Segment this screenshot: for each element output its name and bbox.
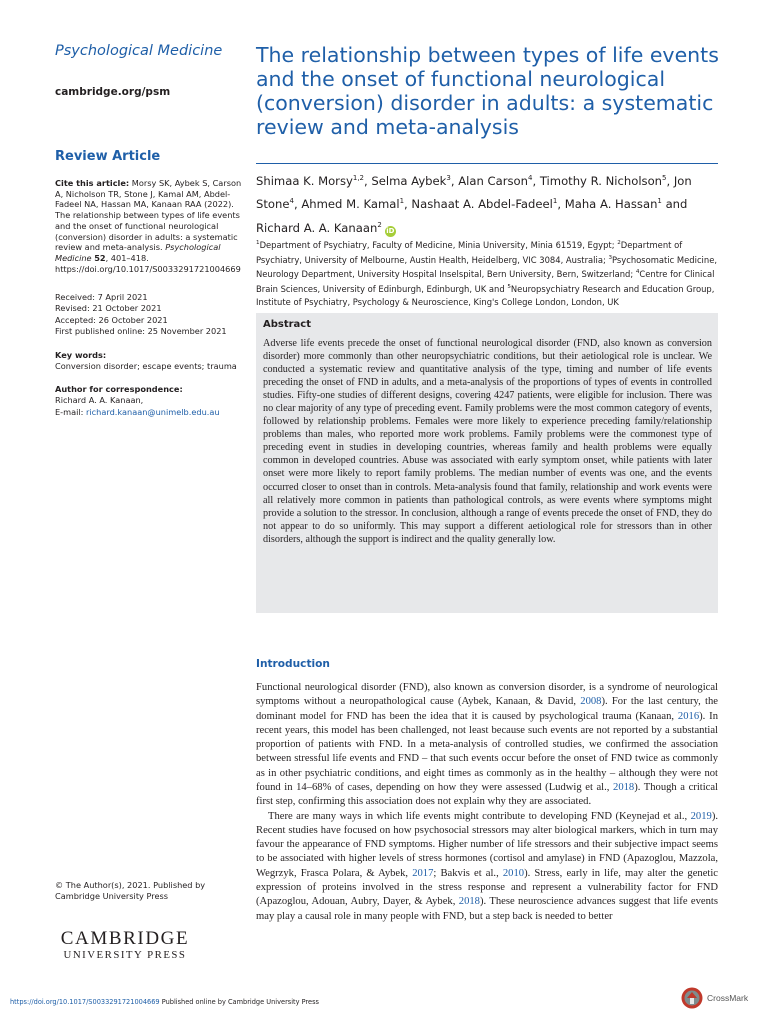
- affiliation-text: Centre for Clinical Brain Sciences, University of Edinburgh, Edinburgh, UK and: [256, 269, 715, 294]
- author-affiliation-sup: 4: [527, 174, 533, 182]
- author-affiliation-sup: 1: [552, 197, 558, 206]
- citation-doi[interactable]: , 401–418. https://doi.org/10.1017/S0033291721004669: [55, 252, 241, 274]
- date-accepted: Accepted: 26 October 2021: [55, 314, 168, 325]
- citation-link[interactable]: 2018: [458, 896, 480, 908]
- citation-journal: Psychological Medicine: [55, 242, 221, 263]
- date-received: Received: 7 April 2021: [55, 292, 148, 302]
- author-affiliation-sup: 1: [399, 197, 405, 206]
- keywords-block: [55, 350, 245, 373]
- journal-site-link[interactable]: cambridge.org/psm: [55, 86, 171, 98]
- affiliation-text: Department of Psychiatry, University of Melbourne, Austin Health, Heidelberg, VIC 3084, Australia;: [256, 239, 683, 265]
- author-list: Shimaa K. Morsy$^{1,2}$, Selma Aybek$^3$, Alan Carson$^4$, Timothy R. Nicholson$^5$, Jon Stone$^4$, Ahmed M. Kamal$^1$, Nashaat A. Abdel-Fadeel$^1$, Maha A. Hassan$^1$ and Richard A. A. Kanaan$^2$iD: [256, 173, 692, 235]
- date-revised: Revised: 21 October 2021: [55, 303, 162, 314]
- correspondence-label: Author for correspondence:: [55, 384, 183, 394]
- affiliation-text: Psychosomatic Medicine, Neurology Department, University Hospital Inselspital, Bern University, Bern, Switzerland;: [256, 254, 718, 280]
- citation-link[interactable]: 2010: [502, 867, 525, 879]
- author-affiliation-sup: 4: [289, 197, 294, 206]
- author-name: Nashaat A. Abdel-Fadeel: [411, 197, 553, 212]
- keywords-text: Conversion disorder; escape events; trauma: [55, 361, 237, 372]
- correspondence-block: [55, 384, 245, 418]
- affiliation-number: 2: [617, 240, 621, 246]
- article-title: The relationship between types of life events and the onset of functional neurological (conversion) disorder in adults: a systematic review and meta-analysis: [256, 43, 719, 139]
- paragraph-text: ). Recent studies have focused on how psychosocial stressors may alter biological markers, which in turn may favour the appearance of FND symptoms. Higher number of life stressors and their subjective impact seems to be associated with higher levels of stress hormones (cortisol and amylase) in FND (Apazoglou, Mazzola, Wegrzyk, Frasca Polara, & Aybek,: [256, 810, 718, 879]
- citation-text: Morsy SK, Aybek S, Carson A, Nicholson TR, Stone J, Kamal AM, Abdel-Fadeel NA, Hassan MA, Kanaan RAA (2022). The relationship between types of life events and the onset of functional neurological (conversion) disorder in adults: a systematic review and meta-analysis.: [55, 178, 242, 253]
- citation-link[interactable]: 2017: [412, 867, 434, 879]
- paragraph-text: There are many ways in which life events might contribute to developing FND (Keynejad et al.,: [268, 810, 691, 822]
- logo-line-2: UNIVERSITY PRESS: [63, 949, 187, 961]
- author-name: Selma Aybek: [371, 173, 447, 188]
- author-affiliation-sup: 2: [377, 220, 382, 229]
- abstract-heading: Abstract: [263, 319, 312, 330]
- affiliation-text: Department of Psychiatry, Faculty of Medicine, Minia University, Minia 61519, Egypt;: [259, 239, 618, 250]
- author-name: Timothy R. Nicholson: [539, 173, 663, 188]
- affiliation-number: 3: [608, 254, 613, 261]
- citation-link[interactable]: 2016: [677, 710, 700, 722]
- footer-doi-link[interactable]: https://doi.org/10.1017/S0033291721004669: [10, 998, 160, 1006]
- author-affiliation-sup: 3: [446, 174, 451, 182]
- article-dates: [55, 292, 245, 338]
- author-name: Shimaa K. Morsy: [256, 173, 353, 188]
- article-type: Review Article: [55, 149, 161, 164]
- correspondence-name: Richard A. A. Kanaan,: [55, 395, 144, 406]
- author-affiliation-sup: 1,2: [352, 174, 364, 182]
- paragraph-text: ; Bakvis et al.,: [433, 867, 503, 879]
- abstract-text: Adverse life events precede the onset of functional neurological disorder (FND, also known as conversion disorder) more commonly than other neuropsychiatric conditions, but their aetiological role is unclear. We conducted a systematic review and quantitative analysis of the type, timing and number of life events preceding the onset of FND in adults, and a meta-analysis of the proportions of types of events in controlled studies. Fifty-one studies of different designs, covering 4247 patients, were eligible for inclusion. There was no clear majority of any type of preceding event. Family problems were the most common category of events, followed by relationship problems. Females were more likely to experience preceding family/relationship problems than males, who reported more work problems. Family problems were the commonest type of preceding event in studies in developing countries, whereas family and health problems were equally common in developed countries. Abuse was associated with early symptom onset, while patients with later onset were more likely to report family problems. The median number of events was one, and the events occurred closer to onset than in controls. Meta-analysis found that family, relationship and work events were all relatively more common in patients than pathological controls, as were events where symptoms might provide a solution to the stressor. In conclusion, although a range of events precede the onset of FND, they do not appear to do so uniformly. This may support a different aetiological role for stressors than in other disorders, although the support is indirect and the quality generally low.: [263, 338, 712, 545]
- cambridge-university-press-logo: [55, 929, 195, 962]
- author-name: Alan Carson: [458, 173, 528, 188]
- author-name: Jon Stone: [256, 173, 692, 212]
- introduction-body: [256, 681, 718, 924]
- paragraph-text: ). In recent years, this model has been challenged, not least because such events are not reported by a substantial proportion of patients with FND. In a meta-analysis of controlled studies, we confirmed the association between stressful life events and FND – that such events occur before the onset of FND twice as commonly as in other psychiatric conditions, and eight times as commonly as in the healthy – although they were not found in 14–68% of cases, depending on how they were assessed (Ludwig et al.,: [256, 710, 718, 793]
- affiliation-number: 1: [256, 240, 260, 246]
- copyright-notice: © The Author(s), 2021. Published by Cambridge University Press: [55, 880, 206, 902]
- footer-doi: [10, 998, 319, 1006]
- paragraph-text: ). Though a critical first step, confirming this association does not explain why they are associated.: [256, 781, 719, 808]
- author-name: Maha A. Hassan: [564, 197, 658, 212]
- citation-link[interactable]: 2019: [690, 810, 712, 822]
- crossmark-badge[interactable]: [681, 987, 761, 1011]
- introduction-paragraph-1: [256, 681, 718, 810]
- paragraph-text: ). Stress, early in life, may alter the genetic expression of proteins involved in the stress response and represent a vulnerability factor for FND (Apazoglou, Adouan, Aubry, Dayer, & Aybek,: [256, 867, 718, 908]
- title-divider: [256, 163, 718, 164]
- author-affiliation-sup: 5: [662, 174, 667, 182]
- author-affiliation-sup: 1: [657, 197, 662, 206]
- citation-link[interactable]: 2018: [613, 781, 635, 793]
- orcid-icon[interactable]: iD: [386, 226, 395, 235]
- introduction-paragraph-2: [256, 810, 718, 924]
- affiliations: [256, 237, 722, 309]
- keywords-label: Key words:: [55, 350, 107, 360]
- paragraph-text: ). For the last century, the dominant model for FND has been the idea that it is caused by psychological trauma (Kanaan,: [256, 696, 718, 722]
- correspondence-email-link[interactable]: richard.kanaan@unimelb.edu.au: [86, 406, 220, 417]
- journal-name: Psychological Medicine: [55, 43, 223, 59]
- footer-published-text: Published online by Cambridge University Press: [159, 998, 319, 1006]
- introduction-heading: Introduction: [256, 658, 330, 670]
- author-name: and Richard A. A. Kanaan: [256, 197, 688, 235]
- affiliation-number: 4: [635, 269, 640, 276]
- date-first-published: First published online: 25 November 2021: [55, 326, 227, 337]
- correspondence-email-line: [55, 407, 245, 418]
- citation-label: Cite this article:: [55, 178, 130, 188]
- affiliation-number: 5: [507, 284, 511, 291]
- email-label: E-mail:: [55, 406, 87, 417]
- logo-line-1: CAMBRIDGE: [60, 928, 190, 949]
- crossmark-icon: [681, 987, 703, 1009]
- citation-volume: 52: [94, 252, 106, 263]
- crossmark-label: CrossMark: [707, 993, 749, 1003]
- paragraph-text: ). These neuroscience advances suggest that life events may play a causal role in many people with FND, but a step back is needed to better: [256, 896, 718, 922]
- citation-link[interactable]: 2008: [580, 696, 602, 708]
- author-name: Ahmed M. Kamal: [301, 197, 400, 212]
- citation-block: [55, 178, 245, 274]
- paragraph-text: Functional neurological disorder (FND), also known as conversion disorder, is a syndrome of neurological symptoms without a neuropathological cause (Aybek, Kanaan, & David,: [256, 682, 718, 708]
- affiliation-text: Neuropsychiatry Research and Education Group, Institute of Psychiatry, Psychology & Neuroscience, King's College London, London, UK: [256, 283, 715, 307]
